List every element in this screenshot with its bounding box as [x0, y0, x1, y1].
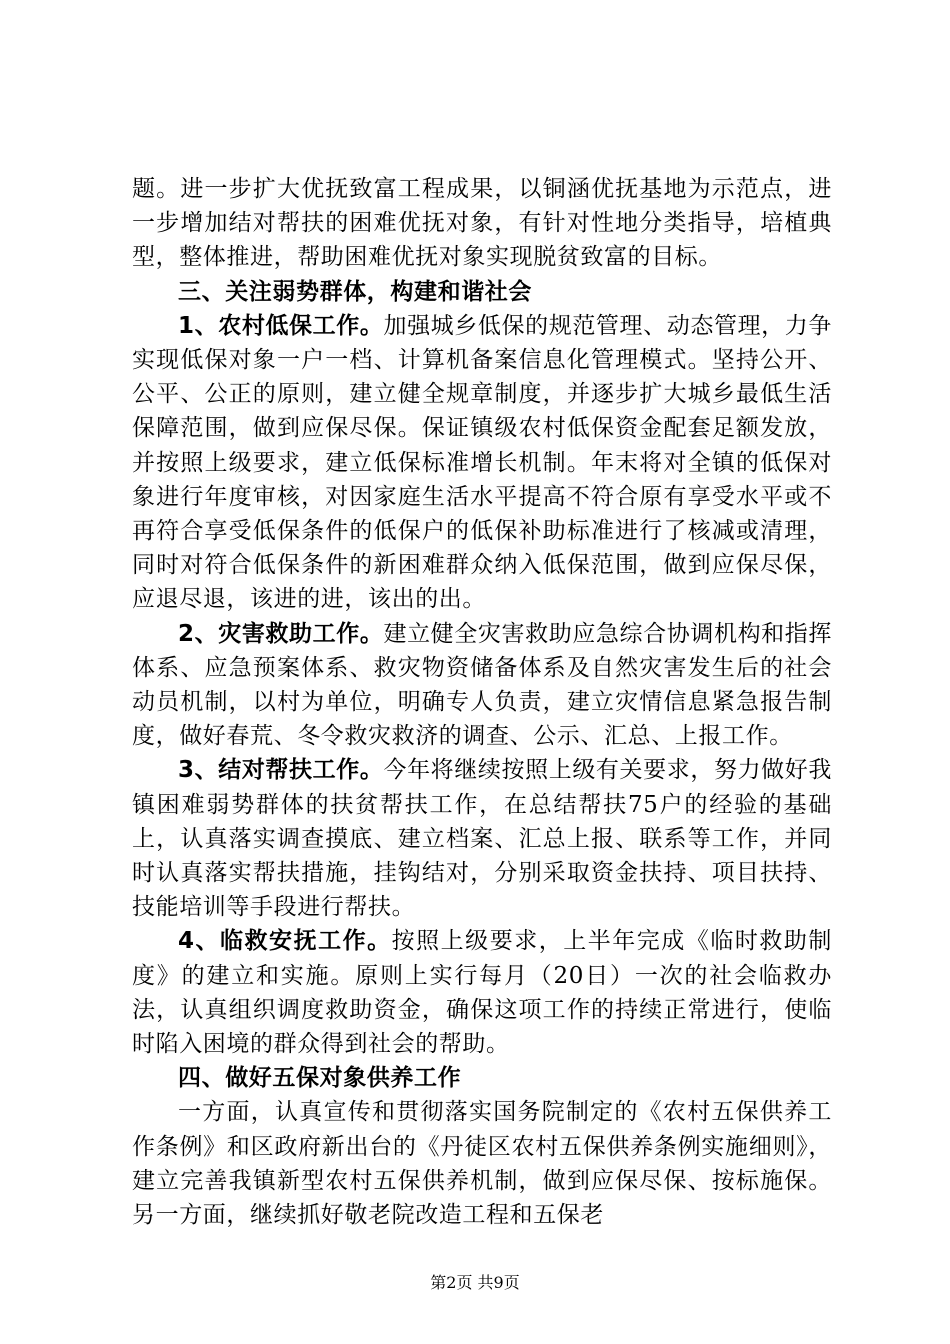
item-lead-2: 2、灾害救助工作。 [178, 620, 384, 647]
item-lead-3: 3、结对帮扶工作。 [178, 757, 384, 784]
item-lead-4: 4、临救安抚工作。 [178, 928, 392, 955]
paragraph-continuation: 题。进一步扩大优抚致富工程成果，以铜涵优抚基地为示范点，进一步增加结对帮扶的困难优抚对象，有针对性地分类指导，培植典型，整体推进，帮助困难优抚对象实现脱贫致富的目标。 [132, 176, 832, 271]
section-heading-3: 三、关注弱势群体，构建和谐社会 [178, 278, 532, 305]
item-lead-1: 1、农村低保工作。 [178, 312, 384, 339]
paragraph-item-3 [132, 753, 832, 924]
paragraph-body: 一方面，认真宣传和贯彻落实国务院制定的《农村五保供养工作条例》和区政府新出台的《丹徒区农村五保供养条例实施细则》，建立完善我镇新型农村五保供养机制，做到应保尽保、按标施保。另一方面，继续抓好敬老院改造工程和五保老 [132, 1099, 832, 1229]
item-text-3: 今年将继续按照上级有关要求，努力做好我镇困难弱势群体的扶贫帮扶工作，在总结帮扶75户的经验的基础上，认真落实调查摸底、建立档案、汇总上报、联系等工作，并同时认真落实帮扶措施，挂钩结对，分别采取资金扶持、项目扶持、技能培训等手段进行帮扶。 [132, 757, 832, 921]
document-body [132, 172, 832, 1232]
paragraph-item-4 [132, 924, 832, 1061]
section-heading-4: 四、做好五保对象供养工作 [178, 1065, 462, 1092]
item-text-2: 建立健全灾害救助应急综合协调机构和指挥体系、应急预案体系、救灾物资储备体系及自然灾害发生后的社会动员机制，以村为单位，明确专人负责，建立灾情信息紧急报告制度，做好春荒、冬令救灾救济的调查、公示、汇总、上报工作。 [132, 620, 832, 750]
paragraph-item-2 [132, 617, 832, 754]
page-footer: 第2页 共9页 [430, 1273, 520, 1292]
paragraph-item-1 [132, 309, 832, 617]
item-text-1: 加强城乡低保的规范管理、动态管理，力争实现低保对象一户一档、计算机备案信息化管理模式。坚持公开、公平、公正的原则，建立健全规章制度，并逐步扩大城乡最低生活保障范围，做到应保尽保。保证镇级农村低保资金配套足额发放，并按照上级要求，建立低保标准增长机制。年末将对全镇的低保对象进行年度审核，对因家庭生活水平提高不符合原有享受水平或不再符合享受低保条件的低保户的低保补助标准进行了核减或清理，同时对符合低保条件的新困难群众纳入低保范围，做到应保尽保，应退尽退，该进的进，该出的出。 [132, 312, 832, 613]
item-text-4: 按照上级要求，上半年完成《临时救助制度》的建立和实施。原则上实行每月（20日）一次的社会临救办法，认真组织调度救助资金，确保这项工作的持续正常进行，使临时陷入困境的群众得到社会的帮助。 [132, 928, 832, 1058]
